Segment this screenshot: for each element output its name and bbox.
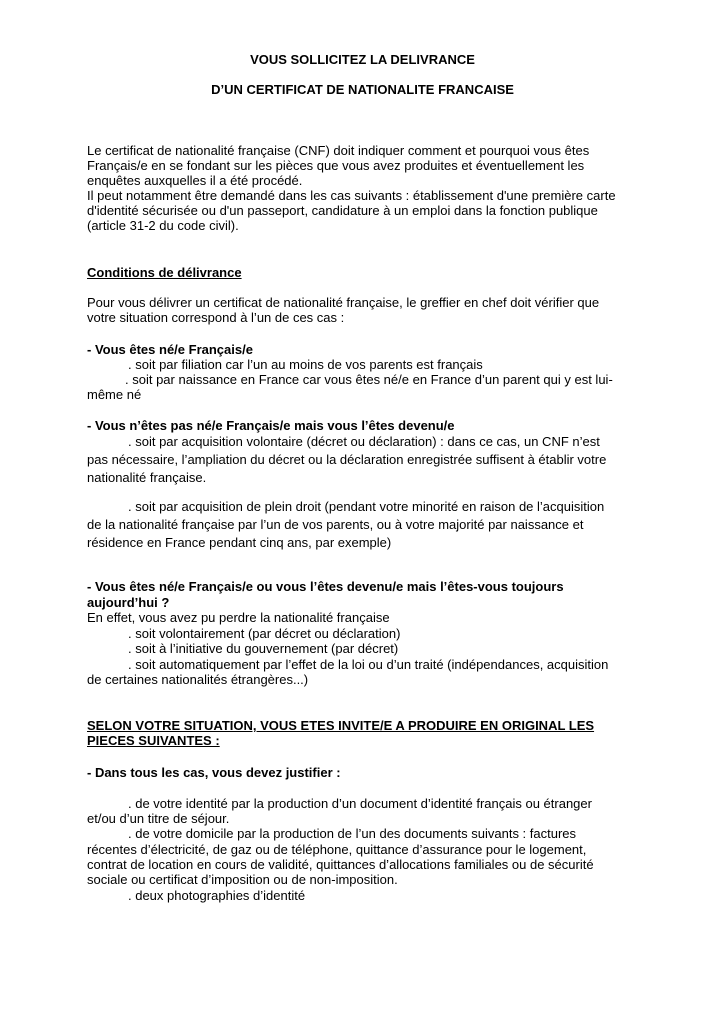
case3-line-5: de certaines nationalités étrangères...) [87, 672, 309, 687]
pieces-line-6: sociale ou certificat d’imposition ou de non-imposition. [87, 872, 398, 887]
pieces-line-1: . de votre identité par la production d’un document d’identité français ou étranger [128, 796, 592, 811]
case1-line-1: . soit par filiation car l’un au moins de vos parents est français [128, 357, 483, 372]
case1-heading: - Vous êtes né/e Français/e [87, 342, 253, 357]
case3-line-3: . soit à l’initiative du gouvernement (par décret) [128, 641, 399, 656]
pieces-subheading: - Dans tous les cas, vous devez justifier : [87, 765, 341, 780]
intro-line-4: Il peut notamment être demandé dans les cas suivants : établissement d'une première carte [87, 188, 616, 203]
case2-line-3: nationalité française. [87, 470, 207, 485]
case2-line-5: de la nationalité française par l’un de vos parents, ou à votre majorité par naissance et [87, 517, 584, 532]
case3-line-2: . soit volontairement (par décret ou déclaration) [128, 626, 401, 641]
pieces-line-7: . deux photographies d’identité [128, 888, 306, 903]
case3-line-4: . soit automatiquement par l’effet de la loi ou d’un traité (indépendances, acquisition [128, 657, 609, 672]
pieces-line-5: contrat de location en cours de validité, quittances d’allocations familiales ou de sécurité [87, 857, 594, 872]
intro-line-5: d'identité sécurisée ou d'un passeport, candidature à un emploi dans la fonction publique [87, 203, 598, 218]
case2-line-6: résidence en France pendant cinq ans, par exemple) [87, 535, 392, 550]
conditions-intro-1: Pour vous délivrer un certificat de nationalité française, le greffier en chef doit vérifier que [87, 295, 600, 310]
intro-line-1: Le certificat de nationalité française (CNF) doit indiquer comment et pourquoi vous êtes [87, 143, 590, 158]
case1-line-2: . soit par naissance en France car vous êtes né/e en France d’un parent qui y est lui- [125, 372, 613, 387]
case2-line-4: . soit par acquisition de plein droit (pendant votre minorité en raison de l’acquisition [128, 499, 605, 514]
conditions-heading: Conditions de délivrance [87, 265, 242, 280]
pieces-heading-1: SELON VOTRE SITUATION, VOUS ETES INVITE/E A PRODUIRE EN ORIGINAL LES [87, 718, 595, 733]
intro-line-3: enquêtes auxquelles il a été procédé. [87, 173, 303, 188]
pieces-line-4: récentes d’électricité, de gaz ou de téléphone, quittance d’assurance pour le logement, [87, 842, 587, 857]
case2-line-2: pas nécessaire, l’ampliation du décret ou la déclaration enregistrée suffisent à établir votre [87, 452, 607, 467]
pieces-line-3: . de votre domicile par la production de l’un des documents suivants : factures [128, 826, 577, 841]
case2-line-1: . soit par acquisition volontaire (décret ou déclaration) : dans ce cas, un CNF n’est [128, 434, 600, 449]
pieces-line-2: et/ou d’un titre de séjour. [87, 811, 230, 826]
case1-line-3: même né [87, 387, 142, 402]
case3-heading-2: aujourd’hui ? [87, 595, 170, 610]
intro-line-2: Français/e en se fondant sur les pièces que vous avez produites et éventuellement les [87, 158, 585, 173]
title-line-2: D’UN CERTIFICAT DE NATIONALITE FRANCAISE [211, 82, 514, 97]
case3-line-1: En effet, vous avez pu perdre la nationalité française [87, 610, 390, 625]
case3-heading-1: - Vous êtes né/e Français/e ou vous l’êtes devenu/e mais l’êtes-vous toujours [87, 579, 564, 594]
conditions-intro-2: votre situation correspond à l’un de ces cas : [87, 310, 345, 325]
title-line-1: VOUS SOLLICITEZ LA DELIVRANCE [250, 52, 475, 67]
intro-line-6: (article 31-2 du code civil). [87, 218, 239, 233]
pieces-heading-2: PIECES SUIVANTES : [87, 733, 220, 748]
case2-heading: - Vous n’êtes pas né/e Français/e mais vous l’êtes devenu/e [87, 418, 455, 433]
